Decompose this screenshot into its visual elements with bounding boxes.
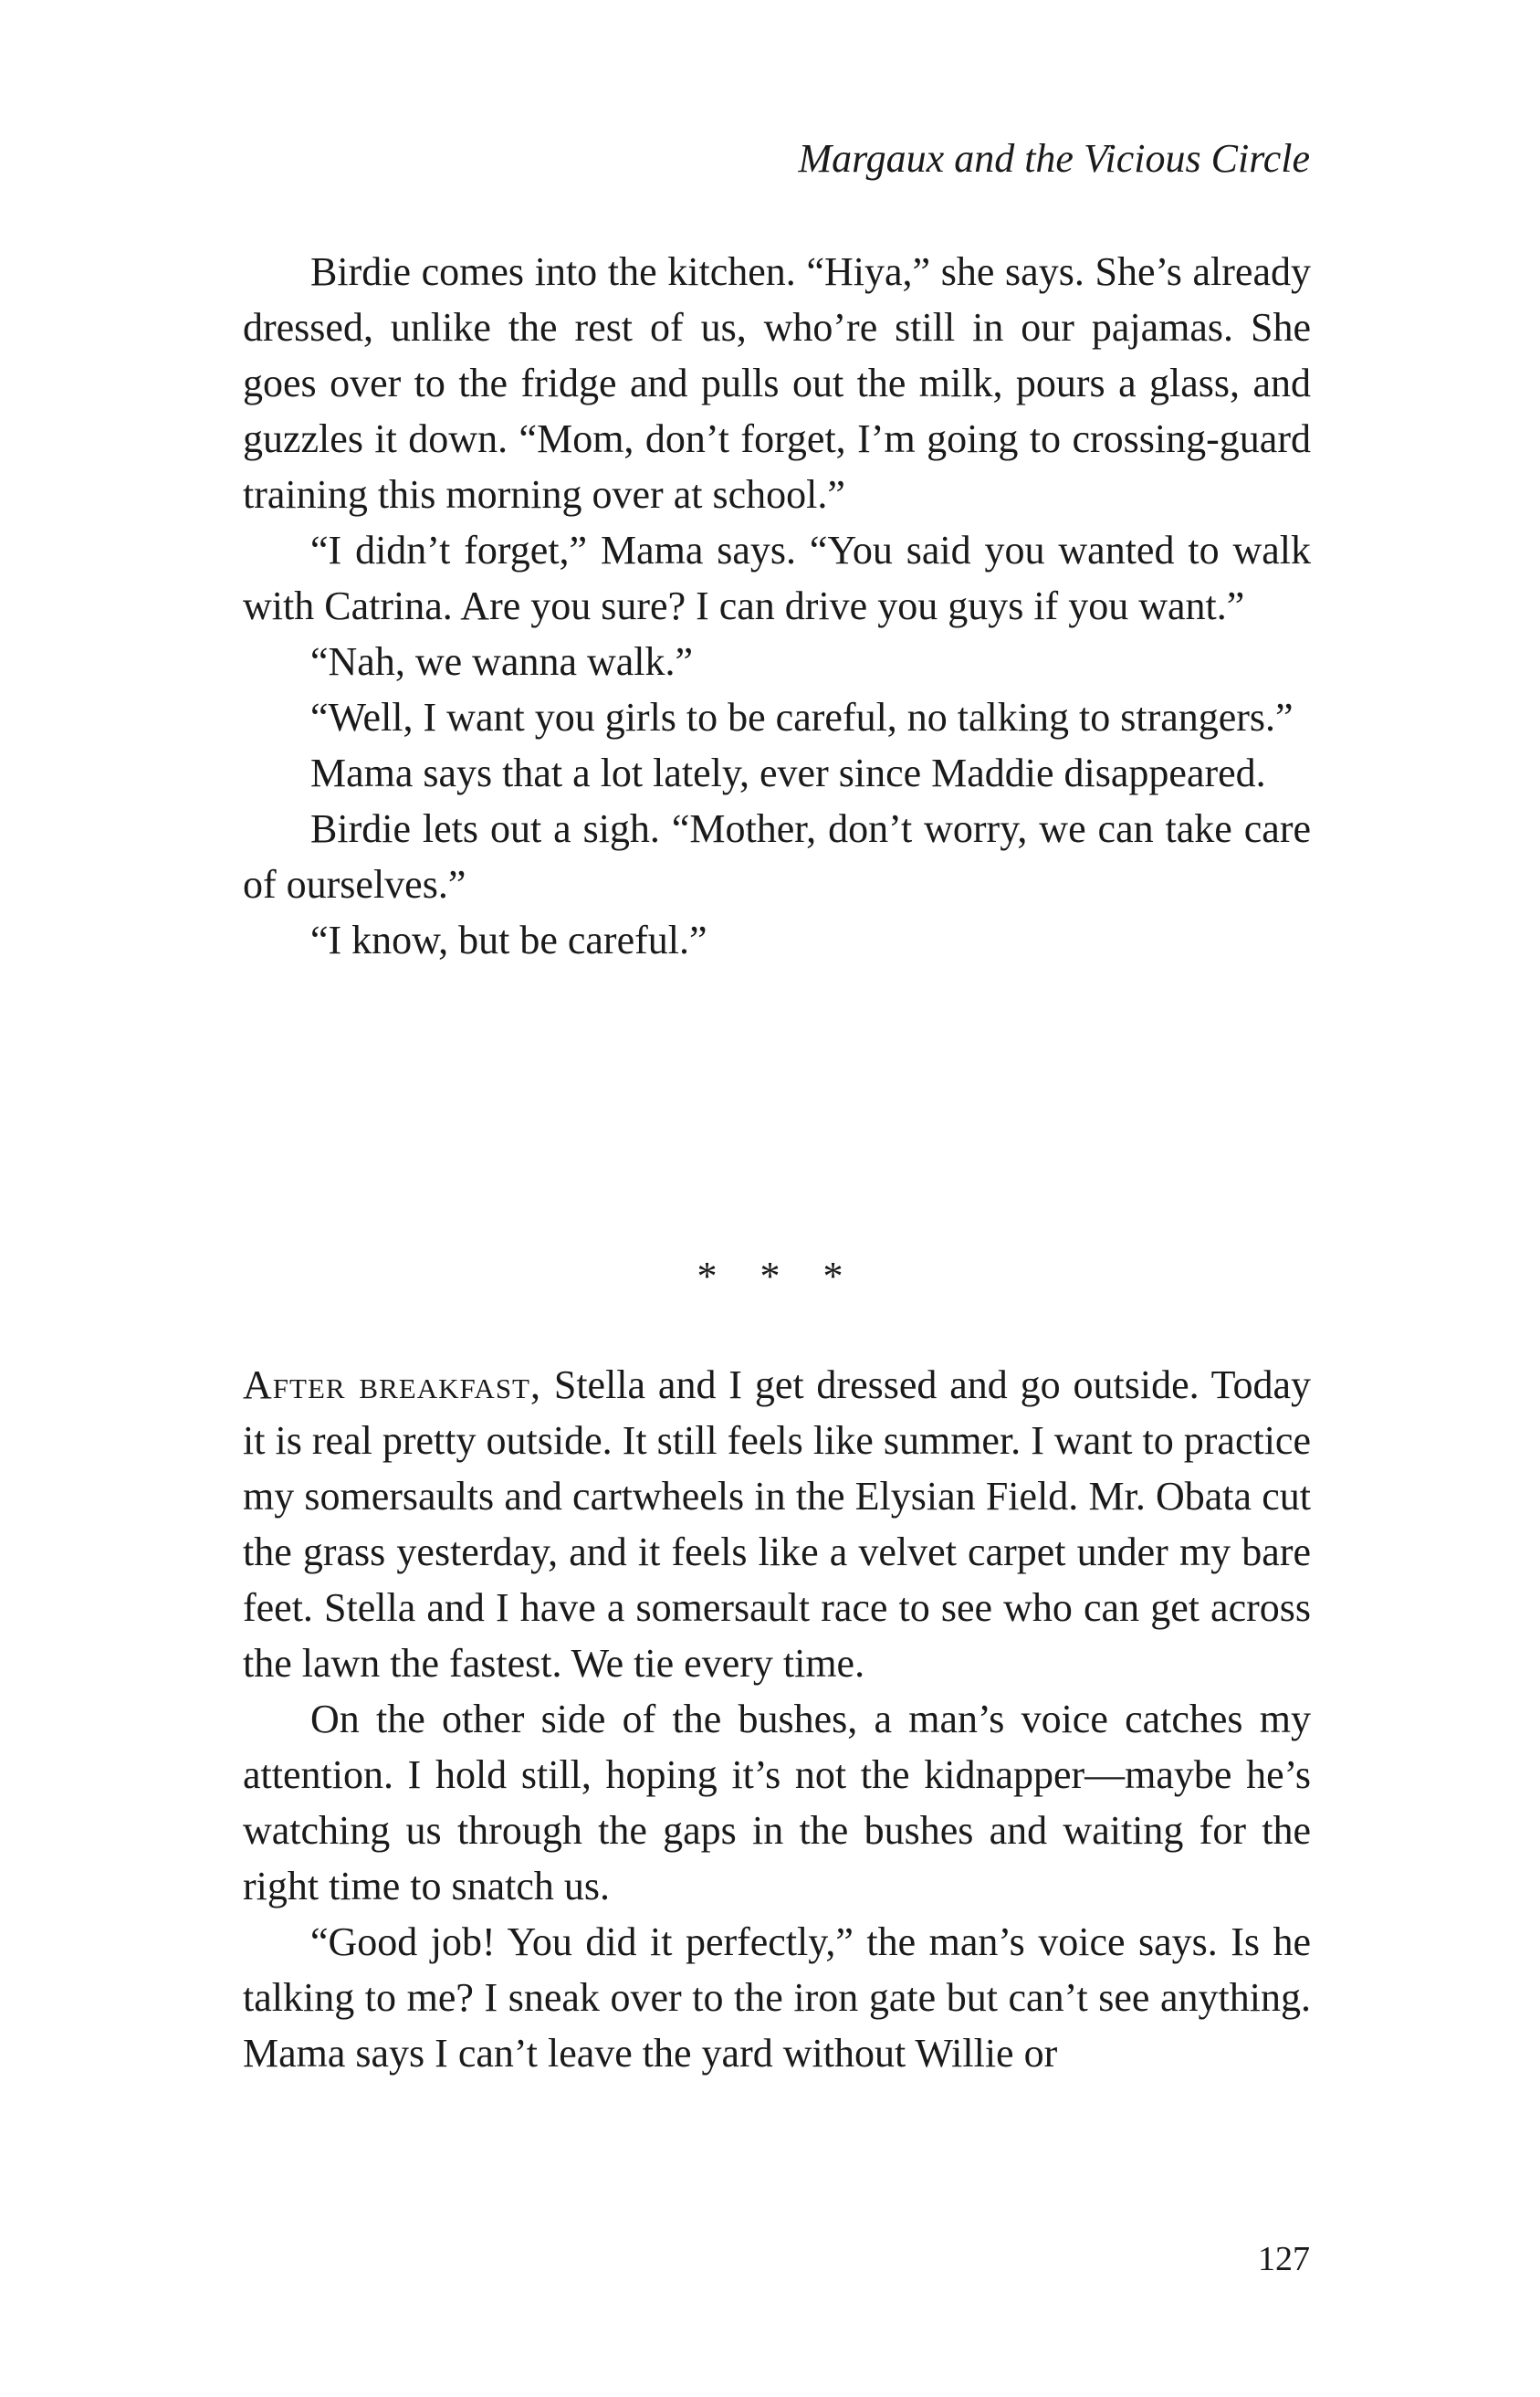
paragraph: “Nah, we wanna walk.” [310,639,694,684]
opening-paragraph [243,1357,1311,1691]
paragraph: “I didn’t forget,” Mama says. “You said you wanted to walk with Catrina. Are you sure? I can drive you guys if you want.” [243,528,1311,628]
opening-paragraph-text: Stella and I get dressed and go outside. Today it is real pretty outside. It still feels like summer. I want to practice my somersaults and cartwheels in the Elysian Field. Mr. Obata cut the grass yesterday, and it feels like a velvet carpet under my bare feet. Stella and I have a somersault race to see who can get across the lawn the fastest. We tie every time. [243,1362,1311,1686]
paragraph: “Good job! You did it perfectly,” the man’s voice says. Is he talking to me? I sneak over to the iron gate but can’t see anything. Mama says I can’t leave the yard without Willie or [243,1919,1311,2076]
paragraph: Birdie lets out a sigh. “Mother, don’t worry, we can take care of ourselves.” [243,806,1311,907]
paragraph: On the other side of the bushes, a man’s voice catches my attention. I hold still, hoping it’s not the kidnapper—maybe he’s watching us through the gaps in the bushes and waiting for the right time to snatch us. [243,1697,1311,1908]
scene-break: * * * [697,1254,860,1298]
paragraph: “I know, but be careful.” [310,918,707,962]
paragraph: Birdie comes into the kitchen. “Hiya,” she says. She’s already dressed, unlike the rest of us, who’re still in our pajamas. She goes over to the fridge and pulls out the milk, pours a glass, and guzzles it down. “Mom, don’t forget, I’m going to crossing-guard training this morning over at school.” [243,249,1311,517]
running-title: Margaux and the Vicious Circle [798,136,1310,181]
section-two-text [243,1357,1311,2081]
page-number: 127 [1258,2240,1310,2278]
paragraph: Mama says that a lot lately, ever since Maddie disappeared. [310,751,1266,795]
section-one-text [243,244,1311,968]
lead-in: After breakfast, [243,1362,541,1407]
paragraph: “Well, I want you girls to be careful, no talking to strangers.” [310,695,1294,740]
